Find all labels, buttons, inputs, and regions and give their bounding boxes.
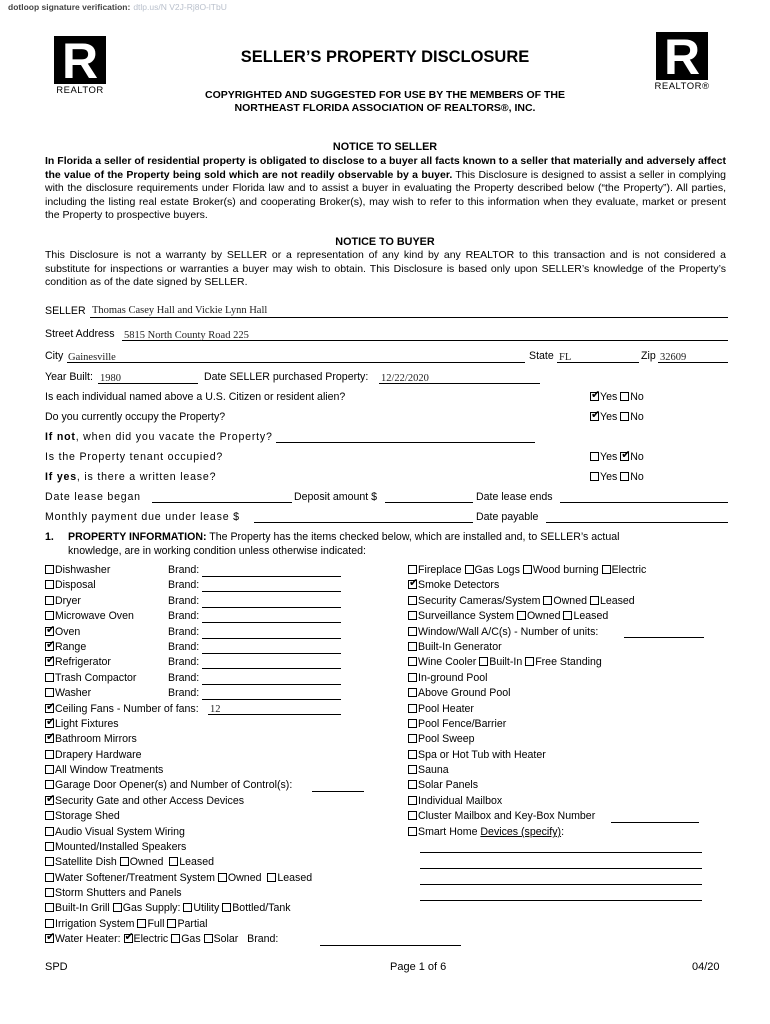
checkbox[interactable] <box>137 919 146 928</box>
footer-date: 04/20 <box>692 961 720 973</box>
lease-no-checkbox[interactable] <box>620 472 629 481</box>
checkbox[interactable] <box>45 642 54 651</box>
smart-home-line-2[interactable] <box>420 868 702 869</box>
checkbox[interactable] <box>563 611 572 620</box>
checkbox[interactable] <box>408 580 417 589</box>
checkbox[interactable] <box>113 903 122 912</box>
mailbox-item: Individual Mailbox <box>408 795 502 807</box>
checkbox[interactable] <box>465 565 474 574</box>
realtor-logo-left: R REALTOR <box>52 36 108 96</box>
checkbox[interactable] <box>45 565 54 574</box>
brand-label: Brand: <box>168 595 200 607</box>
checkbox[interactable] <box>45 827 54 836</box>
bathroom-mirrors-item: ✔Bathroom Mirrors <box>45 733 137 745</box>
checkbox[interactable] <box>408 627 417 636</box>
checkbox[interactable] <box>408 719 417 728</box>
brand-field[interactable] <box>202 607 341 608</box>
garage-item: Garage Door Opener(s) and Number of Control(s): <box>45 779 292 791</box>
payable-field[interactable] <box>546 522 728 523</box>
year-built-label: Year Built: <box>45 371 93 383</box>
checkbox[interactable] <box>45 842 54 851</box>
solar-panels-item: Solar Panels <box>408 779 478 791</box>
water-heater-item: ✔Water Heater: ✔ Electric Gas Solar Brand: <box>45 933 278 945</box>
light-fixtures-item: ✔Light Fixtures <box>45 718 119 730</box>
checkbox[interactable] <box>124 934 133 943</box>
verification-label: dotloop signature verification: <box>8 2 131 12</box>
brand-field[interactable] <box>202 591 341 592</box>
checkbox[interactable] <box>408 688 417 697</box>
brand-field[interactable] <box>202 622 341 623</box>
ceiling-fans-field[interactable] <box>208 714 341 715</box>
checkbox[interactable] <box>523 565 532 574</box>
brand-label: Brand: <box>168 579 200 591</box>
lease-yes-checkbox[interactable] <box>590 472 599 481</box>
city-label: City <box>45 350 64 362</box>
logo-caption: REALTOR® <box>654 81 710 92</box>
lease-ends-field[interactable] <box>560 502 728 503</box>
checkbox[interactable] <box>602 565 611 574</box>
irrigation-item: Irrigation System Full Partial <box>45 918 208 930</box>
checkbox[interactable] <box>45 580 54 589</box>
brand-field[interactable] <box>202 576 341 577</box>
checkbox[interactable] <box>167 919 176 928</box>
seller-value: Thomas Casey Hall and Vickie Lynn Hall <box>92 305 268 316</box>
city-value: Gainesville <box>68 352 116 363</box>
checkbox[interactable] <box>408 642 417 651</box>
section-number: 1. <box>45 531 54 543</box>
zip-label: Zip <box>641 350 656 362</box>
checkbox[interactable] <box>45 934 54 943</box>
checkbox[interactable] <box>408 811 417 820</box>
verification-line <box>8 2 227 12</box>
citizen-no-checkbox[interactable] <box>620 392 629 401</box>
checkbox[interactable] <box>45 673 54 682</box>
spa-item: Spa or Hot Tub with Heater <box>408 749 546 761</box>
footer-page-number: Page 1 of 6 <box>390 961 447 973</box>
checkbox[interactable] <box>45 873 54 882</box>
cluster-field[interactable] <box>611 822 699 823</box>
window-ac-item: Window/Wall A/C(s) - Number of units: <box>408 626 598 638</box>
window-ac-field[interactable] <box>624 637 704 638</box>
lease-began-label: Date lease began <box>45 491 141 503</box>
satellite-item: Satellite Dish Owned Leased <box>45 856 214 868</box>
brand-field[interactable] <box>202 653 341 654</box>
wine-cooler-item: Wine Cooler Built-In Free Standing <box>408 656 602 668</box>
appliance-trash-compactor: Trash Compactor <box>45 672 136 684</box>
tenant-options: Yes ✔ No <box>590 451 644 463</box>
brand-label: Brand: <box>168 687 200 699</box>
verification-code[interactable]: dtlp.us/N V2J-Rj8O-lTbU <box>133 2 227 12</box>
brand-label: Brand: <box>168 610 200 622</box>
checkbox[interactable] <box>543 596 552 605</box>
appliance-refrigerator: ✔Refrigerator <box>45 656 111 668</box>
lease-ends-label: Date lease ends <box>476 491 553 503</box>
checkbox[interactable] <box>408 780 417 789</box>
question-lease: If yes, is there a written lease? <box>45 471 217 483</box>
brand-label: Brand: <box>168 626 200 638</box>
seller-field[interactable] <box>90 317 728 318</box>
question-occupy: Do you currently occupy the Property? <box>45 411 226 423</box>
lease-options: Yes No <box>590 471 644 483</box>
pool-heater-item: Pool Heater <box>408 703 474 715</box>
security-cameras-item: Security Cameras/System Owned Leased <box>408 595 635 607</box>
occupy-yes-checkbox[interactable] <box>590 412 599 421</box>
checkbox[interactable] <box>45 611 54 620</box>
sauna-item: Sauna <box>408 764 449 776</box>
realtor-logo-right: R REALTOR® <box>654 29 710 92</box>
appliance-microwave: Microwave Oven <box>45 610 134 622</box>
checkbox[interactable] <box>45 796 54 805</box>
seller-label: SELLER <box>45 305 86 317</box>
above-pool-item: Above Ground Pool <box>408 687 510 699</box>
checkbox[interactable] <box>45 919 54 928</box>
checkbox[interactable] <box>408 673 417 682</box>
drapery-item: Drapery Hardware <box>45 749 142 761</box>
window-treatments-item: All Window Treatments <box>45 764 163 776</box>
checkbox[interactable] <box>45 765 54 774</box>
zip-value: 32609 <box>660 352 687 363</box>
checkbox[interactable] <box>45 888 54 897</box>
pool-fence-item: Pool Fence/Barrier <box>408 718 506 730</box>
grill-item: Built-In Grill Gas Supply: Utility Bottled/Tank <box>45 902 291 914</box>
smoke-detectors-item: ✔Smoke Detectors <box>408 579 499 591</box>
checkbox[interactable] <box>408 765 417 774</box>
logo-caption: REALTOR <box>56 85 104 96</box>
question-tenant: Is the Property tenant occupied? <box>45 451 224 463</box>
security-gate-item: ✔Security Gate and other Access Devices <box>45 795 244 807</box>
checkbox[interactable] <box>218 873 227 882</box>
appliance-oven: ✔Oven <box>45 626 80 638</box>
street-label: Street Address <box>45 328 115 340</box>
appliance-dryer: Dryer <box>45 595 81 607</box>
water-softener-item: Water Softener/Treatment System Owned Leased <box>45 872 312 884</box>
year-built-value: 1980 <box>100 373 121 384</box>
appliance-dishwasher: Dishwasher <box>45 564 110 576</box>
ceiling-fans-item: ✔Ceiling Fans - Number of fans: <box>45 703 199 715</box>
checkbox[interactable] <box>169 857 178 866</box>
lease-began-field[interactable] <box>152 502 292 503</box>
brand-label: Brand: <box>168 656 200 668</box>
checkbox[interactable] <box>45 688 54 697</box>
checkbox[interactable] <box>408 596 417 605</box>
cluster-mailbox-item: Cluster Mailbox and Key-Box Number <box>408 810 595 822</box>
av-wiring-item: Audio Visual System Wiring <box>45 826 185 838</box>
copyright-line-2: NORTHEAST FLORIDA ASSOCIATION OF REALTORS®, INC. <box>234 102 536 114</box>
checkbox[interactable] <box>45 734 54 743</box>
purchased-label: Date SELLER purchased Property: <box>204 371 369 383</box>
deposit-field[interactable] <box>385 502 473 503</box>
pool-sweep-item: Pool Sweep <box>408 733 475 745</box>
notice-seller-heading: NOTICE TO SELLER <box>332 141 438 153</box>
section-heading-line-2: knowledge, are in working condition unless otherwise indicated: <box>68 545 366 557</box>
checkbox[interactable] <box>590 596 599 605</box>
garage-field[interactable] <box>312 791 364 792</box>
copyright-line-1: COPYRIGHTED AND SUGGESTED FOR USE BY THE MEMBERS OF THE <box>205 89 565 101</box>
citizen-yes-checkbox[interactable] <box>590 392 599 401</box>
checkbox[interactable] <box>171 934 180 943</box>
inground-pool-item: In-ground Pool <box>408 672 488 684</box>
checkbox[interactable] <box>45 596 54 605</box>
checkbox[interactable] <box>45 657 54 666</box>
deposit-label: Deposit amount $ <box>294 491 378 503</box>
citizen-options: ✔ Yes No <box>590 391 644 403</box>
state-label: State <box>529 350 554 362</box>
state-value: FL <box>559 352 572 363</box>
checkbox[interactable] <box>479 657 488 666</box>
smart-home-line-3[interactable] <box>420 884 702 885</box>
occupy-no-checkbox[interactable] <box>620 412 629 421</box>
appliance-range: ✔Range <box>45 641 86 653</box>
checkbox[interactable] <box>183 903 192 912</box>
checkbox[interactable] <box>267 873 276 882</box>
storm-shutters-item: Storm Shutters and Panels <box>45 887 182 899</box>
checkbox[interactable] <box>408 734 417 743</box>
checkbox[interactable] <box>45 780 54 789</box>
checkbox[interactable] <box>120 857 129 866</box>
tenant-yes-checkbox[interactable] <box>590 452 599 461</box>
checkbox[interactable] <box>204 934 213 943</box>
city-field[interactable] <box>67 362 525 363</box>
checkbox[interactable] <box>45 750 54 759</box>
checkbox[interactable] <box>408 827 417 836</box>
appliance-disposal: Disposal <box>45 579 96 591</box>
question-citizen: Is each individual named above a U.S. Citizen or resident alien? <box>45 391 346 403</box>
notice-buyer-text: This Disclosure is not a warranty by SELLER or a representation of any kind by any REALTOR to this transaction and is not considered a substitute for inspections or warranties a buyer may wish to obtain. This Disclosure is based only upon SELLER’s knowledge of the Property’s condition as of the date signed by SELLER. <box>45 249 726 289</box>
vacate-field[interactable] <box>276 442 535 443</box>
notice-seller-text: In Florida a seller of residential property is obligated to disclose to a buyer all facts known to a seller that materially and adversely affect the value of the Property being sold which are not readily observable by a buyer. This Disclosure is designed to assist a seller in complying with the disclosure requirements under Florida law and to assist a buyer in evaluating the Property described below (“the Property”). All parties, including the listing real estate Broker(s) and cooperating Broker(s), may wish to refer to this information when they evaluate, market or present the Property to prospective buyers. <box>45 155 726 222</box>
monthly-field[interactable] <box>254 522 473 523</box>
appliance-washer: Washer <box>45 687 91 699</box>
checkbox[interactable] <box>408 750 417 759</box>
page-title: SELLER’S PROPERTY DISCLOSURE <box>240 48 530 66</box>
water-heater-brand-field[interactable] <box>320 945 461 946</box>
checkbox[interactable] <box>517 611 526 620</box>
checkbox[interactable] <box>408 796 417 805</box>
fireplace-item: Fireplace Gas Logs Wood burning Electric <box>408 564 646 576</box>
speakers-item: Mounted/Installed Speakers <box>45 841 186 853</box>
brand-label: Brand: <box>168 564 200 576</box>
purchased-value: 12/22/2020 <box>381 373 429 384</box>
checkbox[interactable] <box>408 704 417 713</box>
smart-home-item: Smart Home Devices (specify): <box>408 826 564 838</box>
checkbox[interactable] <box>45 903 54 912</box>
footer-form-code: SPD <box>45 961 68 973</box>
brand-label: Brand: <box>168 672 200 684</box>
brand-label: Brand: <box>168 641 200 653</box>
brand-field[interactable] <box>202 638 341 639</box>
checkbox[interactable] <box>45 857 54 866</box>
brand-field[interactable] <box>202 684 341 685</box>
checkbox[interactable] <box>222 903 231 912</box>
checkbox[interactable] <box>45 627 54 636</box>
checkbox[interactable] <box>408 611 417 620</box>
checkbox[interactable] <box>45 719 54 728</box>
surveillance-item: Surveillance System Owned Leased <box>408 610 608 622</box>
smart-home-line-1[interactable] <box>420 852 702 853</box>
tenant-no-checkbox[interactable] <box>620 452 629 461</box>
storage-shed-item: Storage Shed <box>45 810 120 822</box>
checkbox[interactable] <box>408 565 417 574</box>
brand-field[interactable] <box>202 699 341 700</box>
notice-buyer-heading: NOTICE TO BUYER <box>335 236 435 248</box>
section-heading-line: PROPERTY INFORMATION: The Property has the items checked below, which are installed and, to SELLER’s actual <box>68 531 620 543</box>
checkbox[interactable] <box>525 657 534 666</box>
ceiling-fans-value: 12 <box>210 704 221 715</box>
generator-item: Built-In Generator <box>408 641 502 653</box>
payable-label: Date payable <box>476 511 539 523</box>
occupy-options: ✔ Yes No <box>590 411 644 423</box>
checkbox[interactable] <box>408 657 417 666</box>
question-vacate: If not, when did you vacate the Property? <box>45 431 273 443</box>
street-value: 5815 North County Road 225 <box>124 330 249 341</box>
checkbox[interactable] <box>45 704 54 713</box>
smart-home-line-4[interactable] <box>420 900 702 901</box>
checkbox[interactable] <box>45 811 54 820</box>
brand-field[interactable] <box>202 668 341 669</box>
monthly-label: Monthly payment due under lease $ <box>45 511 240 523</box>
